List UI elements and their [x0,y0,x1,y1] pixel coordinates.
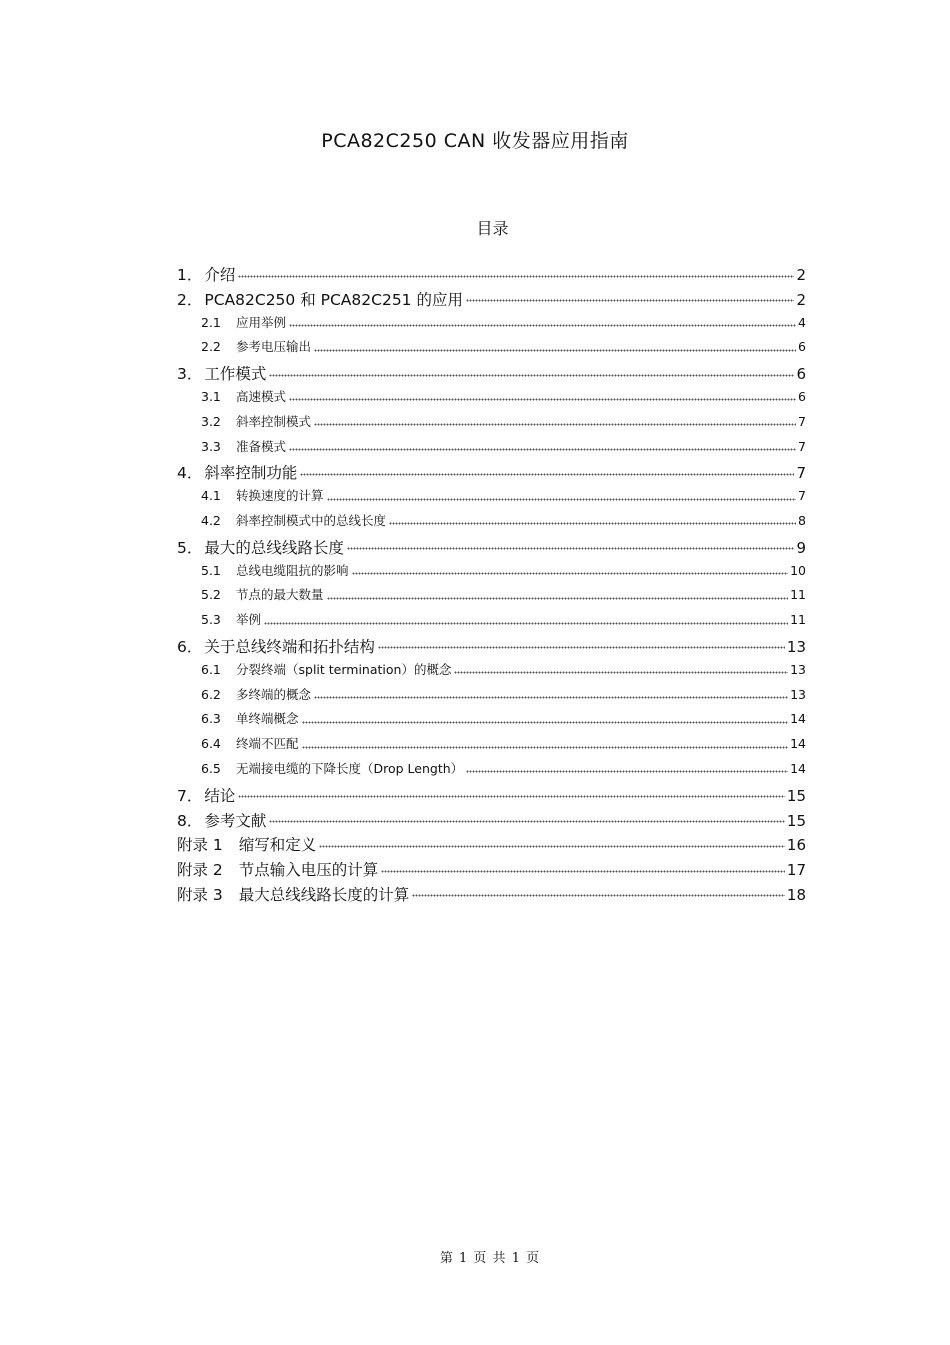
dot-leader [314,340,796,353]
toc-entry-page-number: 6 [796,365,806,384]
toc-entry-title: 多终端的概念 [236,686,312,702]
dot-leader [289,439,796,452]
toc-entry-lead [201,561,349,579]
toc-entry-page-number: 11 [790,612,806,628]
toc-entry-title: 参考文献 [204,811,267,830]
toc-entry-title: 分裂终端（split termination）的概念 [236,661,452,677]
toc-entry-page-number: 7 [798,488,806,504]
toc-entry-lead [177,809,266,831]
toc-entry-lead [201,585,324,603]
document-title: PCA82C250 CAN 收发器应用指南 [321,130,629,152]
toc-entry-title: 斜率控制功能 [204,464,298,483]
toc-entry-number: 附录 1 [177,836,223,855]
dot-leader [327,489,797,502]
toc-heading: 目录 [476,219,509,238]
toc-entry-page-number: 7 [796,464,806,483]
toc-entry-lead [201,387,286,405]
toc-entry-lead [201,734,299,752]
toc-entry-number: 3.2 [201,413,221,429]
toc-entry-lead [177,784,235,806]
toc-entry-page-number: 14 [790,760,806,776]
dot-leader [352,563,789,576]
dot-leader [314,414,796,427]
toc-entry-title: 应用举例 [236,314,287,330]
toc-entry[interactable] [177,486,806,511]
toc-entry[interactable] [177,660,806,685]
toc-entry-number: 1． [177,266,203,284]
dot-leader [302,712,789,725]
toc-entry-page-number: 13 [786,637,806,656]
dot-leader [389,513,796,526]
toc-entry-number: 3． [177,365,203,384]
toc-entry-page-number: 15 [786,811,806,830]
toc-entry-page-number: 4 [798,314,806,330]
toc-entry-lead [177,635,375,657]
toc-entry-lead [177,362,266,384]
toc-entry-title: 最大总线线路长度的计算 [238,885,410,904]
toc-entry-title: 高速模式 [236,388,287,404]
dot-leader [327,588,789,601]
toc-entry-number: 6.1 [201,661,221,677]
toc-entry-page-number: 13 [790,686,806,702]
toc-entry-number: 4.2 [201,512,221,528]
toc-entry-page-number: 14 [790,736,806,752]
toc-entry-lead [201,759,463,777]
toc-entry[interactable] [177,883,806,908]
toc-entry-title: 节点输入电压的计算 [238,861,379,880]
toc-entry-page-number: 14 [790,711,806,727]
toc-entry-number: 6． [177,637,203,656]
toc-entry[interactable] [177,709,806,734]
toc-entry[interactable] [177,313,806,338]
dot-leader [269,365,794,381]
toc-entry-number: 5.3 [201,612,221,628]
toc-entry-page-number: 16 [786,836,806,855]
toc-entry-title: 斜率控制模式 [236,413,312,429]
toc-entry[interactable] [177,412,806,437]
dot-leader [319,836,785,852]
toc-entry-number: 附录 3 [177,885,223,904]
toc-entry-number: 6.3 [201,711,221,727]
toc-entry[interactable] [177,263,806,288]
toc-entry-title: 终端不匹配 [236,736,299,752]
toc-entry-page-number: 13 [790,661,806,677]
toc-entry-title: 介绍 [204,266,236,284]
dot-leader [269,811,785,827]
toc-entry-title: 结论 [204,786,236,805]
toc-entry-page-number: 8 [798,512,806,528]
toc-entry[interactable] [177,809,806,834]
toc-entry-number: 6.5 [201,760,221,776]
toc-entry-number: 5． [177,538,203,557]
toc-entry-number: 2.1 [201,314,221,330]
toc-entry-lead [201,511,386,529]
dot-leader [347,538,795,554]
toc-entry-title: 斜率控制模式中的总线长度 [236,512,387,528]
toc-entry-lead [177,536,344,558]
dot-leader [466,290,794,306]
dot-leader [289,389,796,402]
toc-entry-lead [177,288,463,310]
toc-entry-page-number: 7 [798,438,806,454]
toc-entry-number: 7． [177,786,203,805]
dot-leader [466,761,788,774]
toc-entry-title: 缩写和定义 [238,836,317,855]
toc-entry-lead [201,412,311,430]
toc-entry-title: 转换速度的计算 [236,488,324,504]
toc-entry-number: 3.3 [201,438,221,454]
toc-entry-page-number: 17 [786,861,806,880]
toc-entry-title: 关于总线终端和拓扑结构 [204,637,375,656]
page-footer: 第 1 页 共 1 页 [439,1251,541,1266]
toc-entry[interactable] [177,561,806,586]
toc-entry-page-number: 2 [796,290,806,309]
toc-entry-lead [201,660,451,678]
toc-entry-number: 2.2 [201,339,221,355]
toc-entry-page-number: 7 [798,413,806,429]
dot-leader [378,637,785,653]
toc-entry-number: 5.2 [201,587,221,603]
toc-entry-title: PCA82C250 和 PCA82C251 的应用 [204,290,463,309]
toc-entry[interactable] [177,536,806,561]
table-of-contents [177,263,806,908]
dot-leader [302,737,789,750]
toc-entry[interactable] [177,833,806,858]
dot-leader [454,662,788,675]
toc-entry[interactable] [177,437,806,462]
dot-leader [238,266,794,282]
toc-entry[interactable] [177,635,806,660]
toc-entry-title: 最大的总线线路长度 [204,538,344,557]
toc-entry-lead [201,709,299,727]
toc-entry-lead [177,858,378,880]
toc-entry[interactable] [177,759,806,784]
toc-entry-page-number: 2 [796,266,806,284]
toc-entry[interactable] [177,461,806,486]
toc-entry[interactable] [177,387,806,412]
toc-entry-lead [201,610,261,628]
dot-leader [300,464,794,480]
toc-entry-page-number: 6 [798,339,806,355]
toc-entry-number: 2． [177,290,203,309]
toc-entry-page-number: 9 [796,538,806,557]
dot-leader [381,861,785,877]
toc-entry-lead [177,883,409,905]
toc-entry[interactable] [177,337,806,362]
toc-entry-number: 附录 2 [177,861,223,880]
toc-entry-title: 单终端概念 [236,711,299,727]
toc-entry-number: 8． [177,811,203,830]
toc-entry-page-number: 6 [798,388,806,404]
toc-entry-title: 节点的最大数量 [236,587,324,603]
toc-entry-title: 准备模式 [236,438,287,454]
toc-entry-lead [201,437,286,455]
toc-entry-title: 举例 [236,612,262,628]
dot-leader [289,315,796,328]
toc-entry-title: 总线电缆阻抗的影响 [236,562,349,578]
toc-entry-lead [177,461,297,483]
toc-entry-number: 4． [177,464,203,483]
toc-entry-number: 6.2 [201,686,221,702]
toc-entry[interactable] [177,685,806,710]
toc-entry-page-number: 11 [790,587,806,603]
toc-entry-title: 参考电压输出 [236,339,312,355]
toc-entry[interactable] [177,362,806,387]
toc-entry-number: 5.1 [201,562,221,578]
toc-entry-page-number: 15 [786,786,806,805]
toc-entry[interactable] [177,288,806,313]
toc-entry-lead [201,313,286,331]
toc-entry-number: 4.1 [201,488,221,504]
toc-entry-page-number: 10 [790,562,806,578]
dot-leader [264,613,788,626]
toc-entry-page-number: 18 [786,885,806,904]
toc-entry-lead [201,337,311,355]
toc-entry[interactable] [177,858,806,883]
dot-leader [238,786,785,802]
toc-entry-lead [201,685,311,703]
dot-leader [412,885,785,901]
toc-entry[interactable] [177,511,806,536]
toc-entry[interactable] [177,610,806,635]
toc-entry-lead [177,833,316,855]
toc-entry-number: 3.1 [201,388,221,404]
toc-entry[interactable] [177,784,806,809]
toc-entry-lead [177,263,235,285]
toc-entry[interactable] [177,585,806,610]
toc-entry[interactable] [177,734,806,759]
toc-entry-lead [201,486,324,504]
toc-entry-number: 6.4 [201,736,221,752]
toc-entry-title: 工作模式 [204,365,267,384]
dot-leader [314,687,788,700]
toc-entry-title: 无端接电缆的下降长度（Drop Length） [236,760,464,776]
